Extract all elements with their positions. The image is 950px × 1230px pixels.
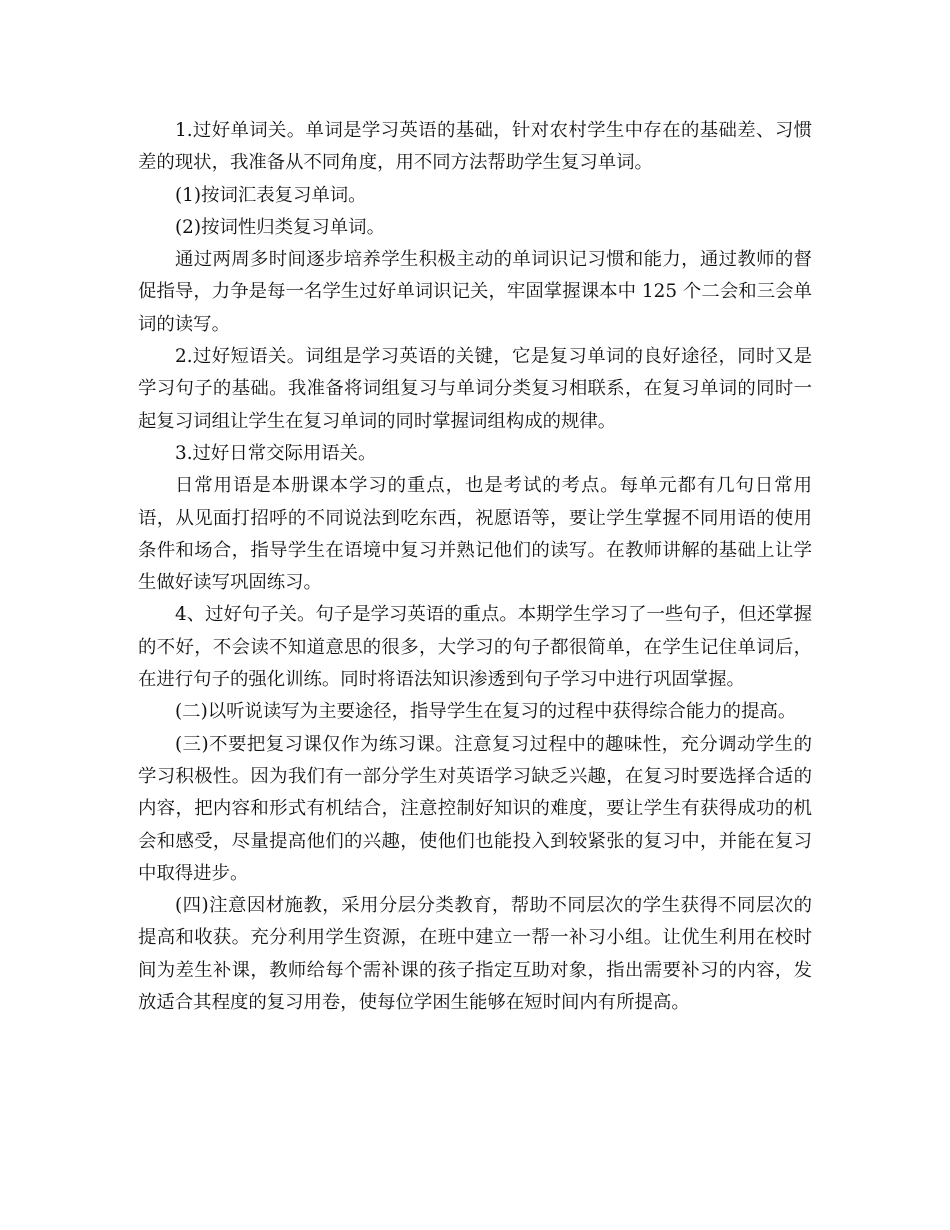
paragraph-vocab-list: (1)按词汇表复习单词。 [175, 184, 367, 206]
document-body [138, 115, 812, 1019]
paragraph-listening-speaking: (二)以听说读写为主要途径，指导学生在复习的过程中获得综合能力的提高。 [175, 701, 797, 723]
paragraph-daily-expressions-heading: 3.过好日常交际用语关。 [175, 442, 377, 464]
paragraph-sentence-pass: 4、过好句子关。句子是学习英语的重点。本期学生学习了一些句子，但还掌握的不好，不会读不知道意思的很多，大学习的句子都很简单，在学生记住单词后，在进行句子的强化训练。同时将语法知识渗透到句子学习中进行巩固掌握。 [138, 604, 812, 691]
paragraph-daily-expressions: 日常用语是本册课本学习的重点，也是考试的考点。每单元都有几句日常用语，从见面打招呼的不同说法到吃东西，祝愿语等，要让学生掌握不同用语的使用条件和场合，指导学生在语境中复习并熟记他们的读写。在教师讲解的基础上让学生做好读写巩固练习。 [138, 475, 812, 594]
paragraph-word-pass: 1.过好单词关。单词是学习英语的基础，针对农村学生中存在的基础差、习惯差的现状，我准备从不同角度，用不同方法帮助学生复习单词。 [138, 120, 812, 174]
paragraph-tailored-teaching: (四)注意因材施教，采用分层分类教育，帮助不同层次的学生获得不同层次的提高和收获。充分利用学生资源，在班中建立一帮一补习小组。让优生利用在校时间为差生补课，教师给每个需补课的孩子指定互助对象，指出需要补习的内容，发放适合其程度的复习用卷，使每位学困生能够在短时间内有所提高。 [138, 895, 812, 1014]
paragraph-part-of-speech: (2)按词性归类复习单词。 [175, 216, 385, 238]
paragraph-review-not-exercise: (三)不要把复习课仅作为练习课。注意复习过程中的趣味性，充分调动学生的学习积极性。因为我们有一部分学生对英语学习缺乏兴趣，在复习时要选择合适的内容，把内容和形式有机结合，注意控制好知识的难度，要让学生有获得成功的机会和感受，尽量提高他们的兴趣，使他们也能投入到较紧张的复习中，并能在复习中取得进步。 [138, 733, 812, 884]
paragraph-word-habits: 通过两周多时间逐步培养学生积极主动的单词识记习惯和能力，通过教师的督促指导，力争是每一名学生过好单词识记关，牢固掌握课本中 125 个二会和三会单词的读写。 [138, 249, 812, 335]
paragraph-phrase-pass: 2.过好短语关。词组是学习英语的关键，它是复习单词的良好途径，同时又是学习句子的基础。我准备将词组复习与单词分类复习相联系，在复习单词的同时一起复习词组让学生在复习单词的同时掌握词组构成的规律。 [138, 346, 812, 432]
